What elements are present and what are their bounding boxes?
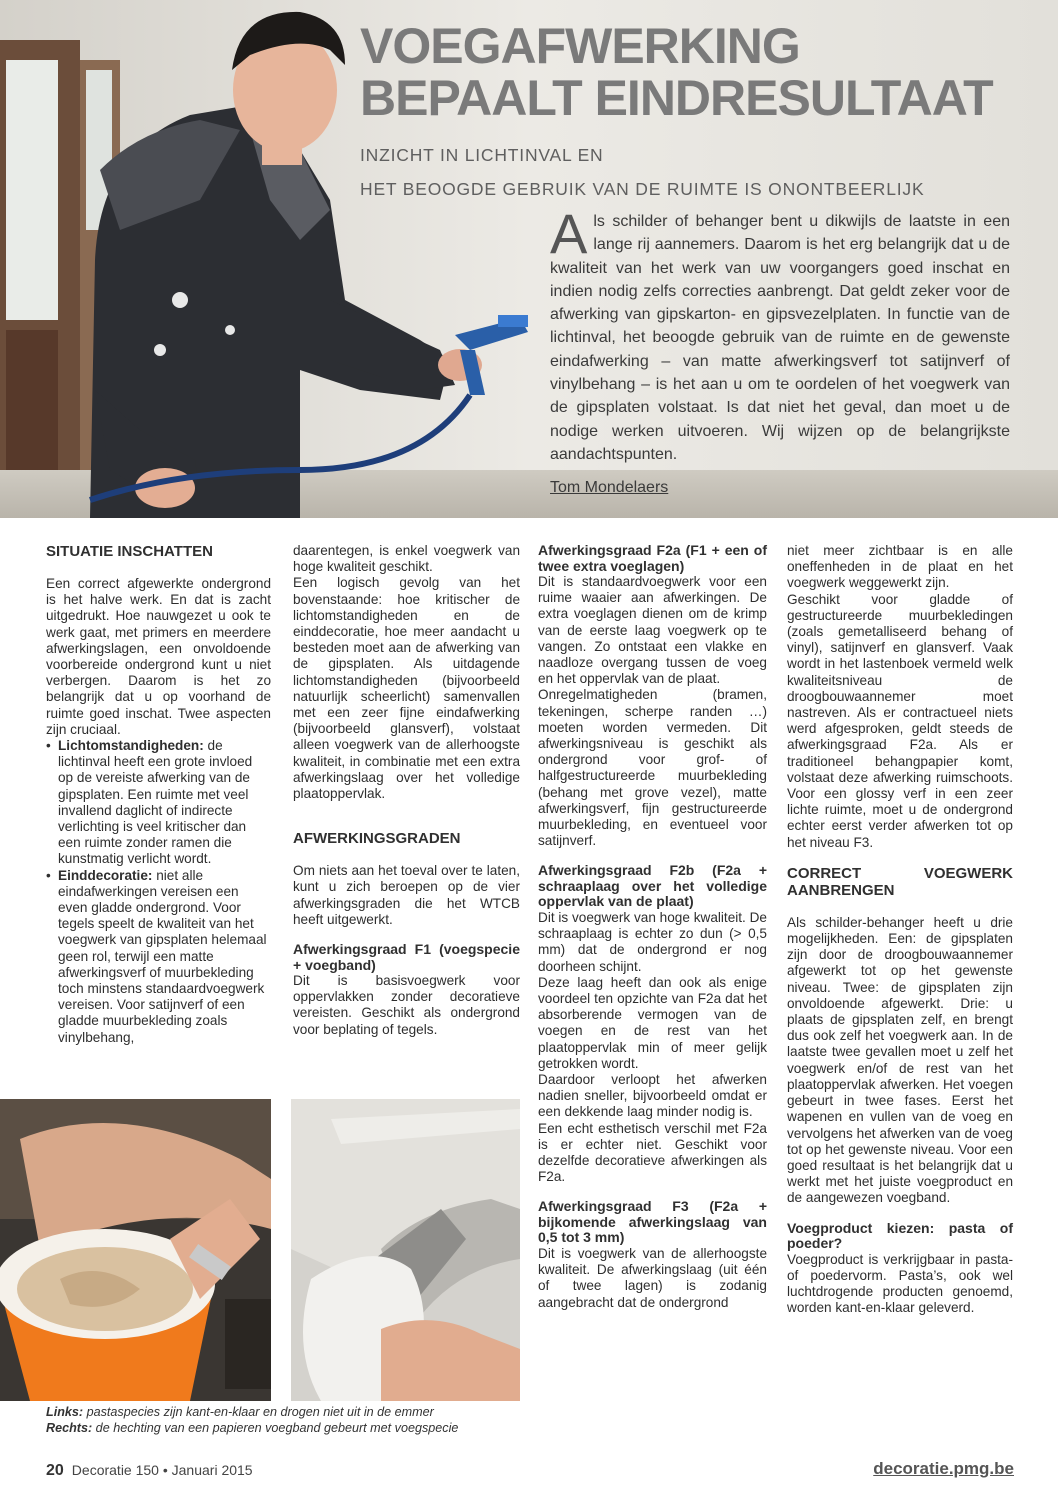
bucket-mixing-illustration	[0, 1099, 271, 1401]
intro-dropcap: A	[550, 202, 588, 265]
paragraph: Om niets aan het toeval over te laten, kunt u zich beroepen op de vier afwerkingsgraden die het WTCB heeft uitgewerkt.	[293, 863, 520, 927]
bullet-term: Einddecoratie:	[58, 867, 153, 883]
paragraph: Geschikt voor gladde of gestructureerde muurbekledingen (zoals gemetalliseerd behang of vinyl), satijnverf en glansverf. Vaak wordt in het lastenboek vermeld welk kwaliteitsniveau de droogbouwaannemer moet nastreven. Als er contractueel niets werd afgesproken, geldt steeds de afwerkingsgraad F2a. Als er traditioneel behangpapier komt, volstaat deze afwerking ruimschoots. Voor een glossy verf in een zeer lichte ruimte, moet u de ondergrond echter eerst verder afwerken tot op het niveau F3.	[787, 591, 1013, 850]
paragraph: niet meer zichtbaar is en alle oneffenheden in de plaat en het voegwerk weggewerkt zijn.	[787, 543, 1013, 591]
page-number: 20	[46, 1462, 64, 1479]
photo-joint-tape	[291, 1099, 520, 1401]
intro-text: ls schilder of behanger bent u dikwijls de laatste in een lange rij aannemers. Daarom is het erg belangrijk dat u de kwaliteit van het werk van uw voorgangers goed inschat en indien nodig zelfs correcties aanbrengt. Dat geldt zeker voor de afwerking van gipskarton- en gipsvezelplaten. In functie van de lichtinval, het beoogde gebruik van de ruimte en de gewenste eindafwerking – van matte afwerkingsverf tot satijnverf of vinylbehang – is het aan u om te oordelen of het voegwerk van de gipsplaten volstaat. Is dat niet het geval, dan moet u de nodige werken uitvoeren. Wij wijzen op de belangrijkste aandachtspunten.	[550, 213, 1010, 463]
paragraph: Een echt esthetisch verschil met F2a is er echter niet. Geschikt voor dezelfde decoratieve afwerkingen als F2a.	[538, 1120, 767, 1185]
photo-caption	[46, 1404, 526, 1436]
section-heading-situatie: SITUATIE INSCHATTEN	[46, 543, 213, 560]
paragraph: Dit is voegwerk van de allerhoogste kwaliteit. De afwerkingslaag (uit één of twee lagen) is zodanig aangebracht dat de ondergrond	[538, 1245, 767, 1310]
column-2	[293, 543, 520, 1038]
joint-tape-illustration	[291, 1099, 520, 1401]
subtitle-line-2: HET BEOOGDE GEBRUIK VAN DE RUIMTE IS ONONTBEERLIJK	[360, 179, 925, 199]
paragraph: daarentegen, is enkel voegwerk van hoge kwaliteit geschikt.	[293, 543, 520, 575]
caption-left	[46, 1404, 526, 1420]
article-title	[360, 20, 1020, 124]
title-line-2: BEPAALT EINDRESULTAAT	[360, 70, 993, 126]
paragraph: Deze laag heeft dan ook als enige voordeel ten opzichte van F2a dat het absorberende vermogen van de voegen en de rest van het plaatoppervlak min of meer gelijk getrokken wordt.	[538, 974, 767, 1071]
bullet-list	[46, 738, 271, 1046]
subheading-f3: Afwerkingsgraad F3 (F2a + bijkomende afwerkingslaag van 0,5 tot 3 mm)	[538, 1198, 767, 1246]
paragraph: Een correct afgewerkte ondergrond is het halve werk. En dat is zacht uitgedrukt. Hoe nauwgezet u ook te werk gaat, met primers en meerdere afwerkingslagen, een onvoldoende voorbereide ondergrond kunt u niet verbergen. Daarom is het zo belangrijk dat u op voorhand de ruimte goed inschat. Twee aspecten zijn cruciaal.	[46, 576, 271, 737]
caption-right	[46, 1420, 526, 1436]
paragraph: Onregelmatigheden (bramen, tekeningen, scherpe randen …) moeten worden vermeden. Dit afwerkingsniveau is geschikt als ondergrond voor grof- of halfgestructureerde muurbekleding (behang met grove vezel), matte afwerkingsverf, fijn gestructureerde muurbekleding, en eventueel voor satijnverf.	[538, 687, 767, 849]
subheading-f2b: Afwerkingsgraad F2b (F2a + schraaplaag over het volledige oppervlak van de plaat)	[538, 862, 767, 910]
photo-bucket-mixing	[0, 1099, 271, 1401]
paragraph: Dit is voegwerk van hoge kwaliteit. De schraaplaag is echter zo dun (> 0,5 mm) dat de ondergrond er nog doorheen schijnt.	[538, 909, 767, 974]
author-byline: Tom Mondelaers	[550, 479, 669, 496]
page-footer	[46, 1462, 253, 1480]
section-heading-correct-voegwerk: CORRECT VOEGWERK AANBRENGEN	[787, 864, 1013, 899]
website-link[interactable]: decoratie.pmg.be	[873, 1459, 1014, 1478]
title-line-1: VOEGAFWERKING	[360, 18, 800, 74]
column-1	[46, 543, 271, 1046]
subtitle-line-1: INZICHT IN LICHTINVAL EN	[360, 145, 604, 165]
hero-photo	[0, 0, 1058, 518]
column-3	[538, 543, 767, 1311]
subheading-f1: Afwerkingsgraad F1 (voegspecie + voegband)	[293, 941, 520, 973]
subheading-f2a: Afwerkingsgraad F2a (F1 + een of twee extra voeglagen)	[538, 542, 767, 574]
paragraph: Dit is standaardvoegwerk voor een ruime waaier aan afwerkingen. De extra voeglagen dienen om de krimp van de eerste laag voegwerk op te vangen. Zo ontstaat een vlakke en naadloze overgang tussen de voeg en het oppervlak van de plaat.	[538, 574, 767, 687]
bullet-text: de lichtinval heeft een grote invloed op de vereiste afwerking van de gipsplaten. Een ruimte met veel invallend daglicht of indirecte verlichting is veel kritischer dan een ruimte zonder ramen die kunstmatig verlicht wordt.	[58, 738, 253, 867]
caption-label: Rechts:	[46, 1421, 93, 1435]
paragraph: Dit is basisvoegwerk voor oppervlakken zonder decoratieve vereisten. Geschikt als ondergrond voor beplating of tegels.	[293, 973, 520, 1037]
paragraph: Een logisch gevolg van het bovenstaande: hoe kritischer de lichtomstandigheden en de einddecoratie, hoe meer aandacht u besteden moet aan de afwerking van de gipsplaten. Als uitdagende lichtomstandigheden (bijvoorbeeld natuurlijk scheerlicht) samenvallen met een zeer fijne eindafwerking (bijvoorbeeld glansverf), volstaat alleen voegwerk van de allerhoogste kwaliteit, in combinatie met een extra afwerkingslaag over het volledige plaatoppervlak.	[293, 575, 520, 802]
issue-info: Decoratie 150 • Januari 2015	[71, 1462, 253, 1478]
subheading-voegproduct: Voegproduct kiezen: pasta of poeder?	[787, 1219, 1013, 1252]
list-item-lichtomstandigheden	[46, 738, 271, 868]
paragraph: Als schilder-behanger heeft u drie mogelijkheden. Een: de gipsplaten zijn door de droogbouwaannemer afgewerkt tot op het gewenste niveau. Twee: de gipsplaten zijn onvoldoende afgewerkt. Drie: u plaats de gipsplaten zelf, en brengt dus ook zelf het voegwerk aan. In de laatste twee gevallen moet u zelf het voegwerk en/of de rest van het plaatoppervlak afwerken. Het voegen gebeurt in twee fases. Eerst het wapenen en vullen van de voeg en vervolgens het afwerken van de voeg tot op het gewenste niveau. Voor een goed resultaat is het belangrijk dat u werkt met het juiste voegproduct en de aangewezen voegband.	[787, 914, 1013, 1206]
paragraph: Voegproduct is verkrijgbaar in pasta- of poedervorm. Pasta’s, ook wel luchtdrogende producten genoemd, worden kant-en-klaar geleverd.	[787, 1251, 1013, 1316]
column-4	[787, 543, 1013, 1316]
list-item-einddecoratie	[46, 868, 271, 1046]
caption-label: Links:	[46, 1405, 84, 1419]
bullet-term: Lichtomstandigheden:	[58, 738, 204, 754]
section-heading-afwerkingsgraden: AFWERKINGSGRADEN	[293, 830, 461, 848]
caption-text: pastaspecies zijn kant-en-klaar en drogen niet uit in de emmer	[83, 1405, 434, 1419]
paragraph: Daardoor verloopt het afwerken nadien sneller, bijvoorbeeld omdat er een dekkende laag minder nodig is.	[538, 1071, 767, 1120]
article-subtitle	[360, 138, 1040, 206]
caption-text: de hechting van een papieren voegband gebeurt met voegspecie	[92, 1421, 459, 1435]
intro-paragraph	[550, 202, 1010, 466]
bullet-text: niet alle eindafwerkingen vereisen een even gladde ondergrond. Voor tegels speelt de kwaliteit van het voegwerk van gipsplaten helemaal geen rol, terwijl een matte afwerkingsverf of muurbekleding toch minstens standaardvoegwerk vereisen. Voor satijnverf of een gladde muurbekleding zoals vinylbehang,	[58, 867, 267, 1045]
